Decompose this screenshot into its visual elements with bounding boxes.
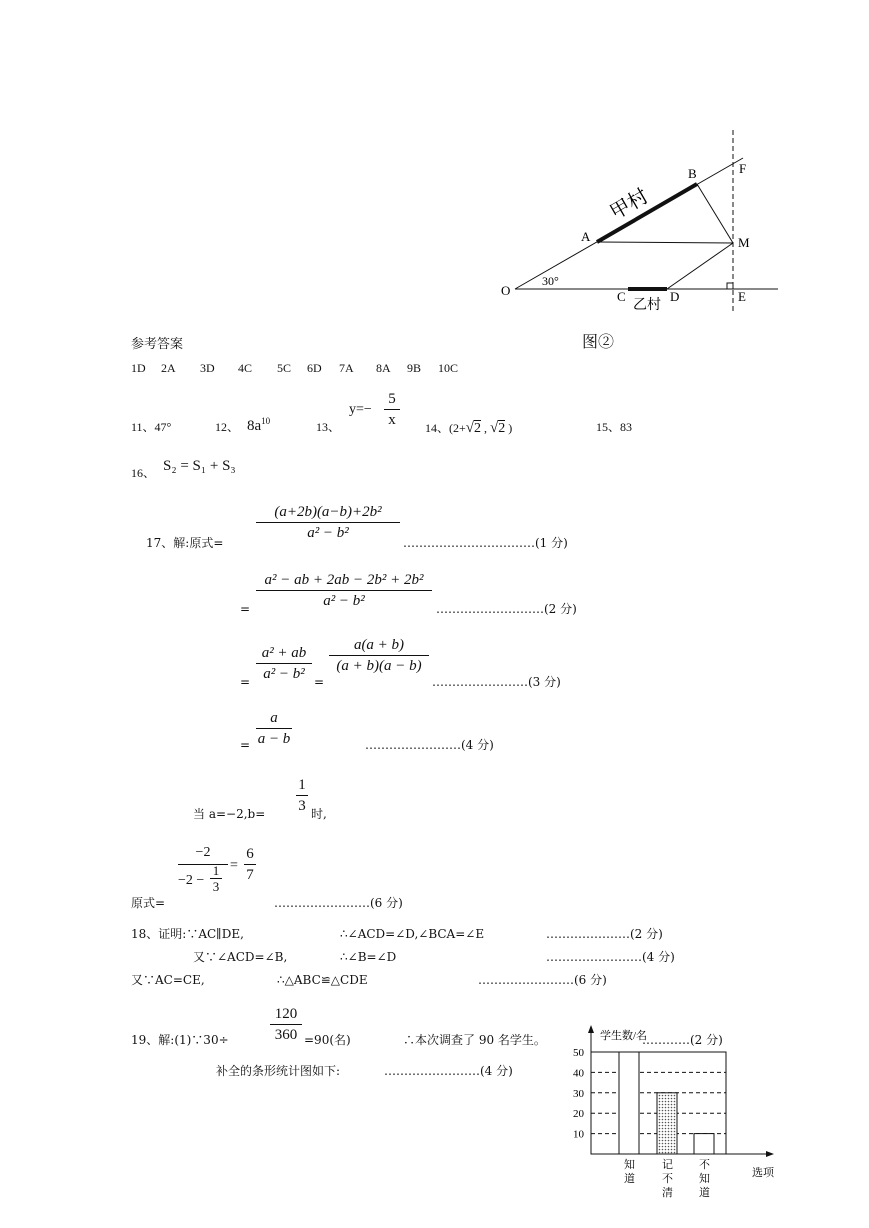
y-tick-label: 50 bbox=[573, 1047, 584, 1059]
label-D: D bbox=[670, 289, 680, 304]
y-tick-label: 40 bbox=[573, 1067, 584, 1080]
x-category-label: 不知道 bbox=[699, 1159, 710, 1199]
answer-12-label: 12、 bbox=[215, 420, 240, 434]
q17-label: 17、解:原式= bbox=[146, 536, 224, 550]
q17-step3a: a² + ab a² − b² bbox=[256, 644, 312, 683]
q17-final-label: 原式= bbox=[131, 896, 166, 910]
choice-answer: 10C bbox=[438, 361, 459, 375]
x-axis-arrow bbox=[766, 1151, 774, 1157]
q18-line3-score: ……………………(6 分) bbox=[478, 973, 607, 987]
figure-2 bbox=[495, 125, 795, 325]
answer-12-value: $8a^{10}$ bbox=[247, 416, 271, 434]
q18-line2-a: 又∵∠ACD=∠B, bbox=[193, 950, 288, 964]
q18-line1-score: …………………(2 分) bbox=[546, 927, 663, 941]
q17-step1: (a+2b)(a−b)+2b² a² − b² bbox=[256, 503, 400, 542]
right-angle-mark bbox=[727, 283, 733, 289]
page-title: 参考答案 bbox=[131, 337, 184, 352]
angle-label: 30° bbox=[542, 274, 559, 288]
answer-14: 14、(2+√2 , √2 ) bbox=[425, 420, 513, 436]
q17-eq3b: = bbox=[314, 675, 325, 689]
answer-16-equation: S₂ = S₁ + S₃ bbox=[163, 458, 236, 474]
q19-line2: 补全的条形统计图如下: bbox=[216, 1064, 341, 1078]
q17-when-fraction: 1 3 bbox=[296, 776, 308, 815]
y-tick-label: 20 bbox=[573, 1108, 584, 1121]
choice-answer: 6D bbox=[307, 361, 322, 375]
choice-answer: 5C bbox=[277, 361, 292, 375]
q18-line2-score: ……………………(4 分) bbox=[546, 950, 675, 964]
line-BM bbox=[697, 184, 733, 243]
q17-eq2: = bbox=[240, 602, 251, 616]
label-B: B bbox=[688, 166, 697, 181]
answer-11: 11、47° bbox=[131, 420, 172, 434]
label-M: M bbox=[738, 235, 750, 250]
q18-line1-b: ∴∠ACD=∠D,∠BCA=∠E bbox=[340, 927, 485, 941]
q19-fraction: 120 360 bbox=[270, 1005, 302, 1044]
line-DM bbox=[667, 243, 733, 289]
choice-answer: 1D bbox=[131, 361, 146, 375]
q17-final-rhs: 6 7 bbox=[244, 845, 256, 884]
y-tick-label: 10 bbox=[573, 1128, 584, 1141]
q17-final-score: ……………………(6 分) bbox=[274, 896, 403, 910]
choice-answer: 3D bbox=[200, 361, 215, 375]
choice-answer: 8A bbox=[376, 361, 391, 375]
y-tick-label: 30 bbox=[573, 1087, 584, 1100]
q17-final-eq: = bbox=[230, 858, 238, 873]
bar bbox=[657, 1093, 677, 1154]
q17-final-fraction: −2 −2 − 1 3 bbox=[178, 844, 228, 897]
q19-line1-score: …………(2 分) bbox=[642, 1033, 723, 1047]
choice-answer: 4C bbox=[238, 361, 253, 375]
bar-chart bbox=[562, 1022, 792, 1212]
label-C: C bbox=[617, 289, 626, 304]
bar bbox=[619, 1052, 639, 1154]
q17-step1-score: ……………………………(1 分) bbox=[403, 536, 568, 550]
x-axis-label: 选项 bbox=[752, 1167, 774, 1179]
answer-13-fraction: 5 x bbox=[384, 390, 400, 429]
q17-step3-score: ……………………(3 分) bbox=[432, 675, 561, 689]
label-O: O bbox=[501, 283, 511, 298]
answer-13-label: 13、 bbox=[316, 420, 341, 434]
q18-line3-b: ∴△ABC≌△CDE bbox=[277, 973, 368, 987]
x-category-label: 记不清 bbox=[662, 1159, 673, 1199]
q19-line2-score: ……………………(4 分) bbox=[384, 1064, 513, 1078]
q19-line1-a: 19、解:(1)∵30÷ bbox=[131, 1033, 229, 1047]
q18-line3-a: 又∵AC=CE, bbox=[131, 973, 205, 987]
line-AM bbox=[597, 242, 733, 243]
q17-step2-score: ………………………(2 分) bbox=[436, 602, 577, 616]
q17-step4: a a − b bbox=[257, 710, 291, 747]
q17-step3b: a(a + b) (a + b)(a − b) bbox=[329, 636, 429, 675]
label-yi-village: 乙村 bbox=[633, 298, 661, 313]
bar bbox=[694, 1134, 714, 1154]
label-F: F bbox=[739, 161, 747, 176]
q18-line2-b: ∴∠B=∠D bbox=[340, 950, 397, 964]
label-E: E bbox=[738, 289, 746, 304]
x-category-label: 知道 bbox=[624, 1159, 635, 1185]
q17-step2: a² − ab + 2ab − 2b² + 2b² a² − b² bbox=[256, 571, 432, 610]
q17-when-text: 当 a=−2,b= bbox=[193, 807, 266, 821]
q19-line1-b: =90(名) bbox=[304, 1033, 351, 1047]
q19-line1-c: ∴本次调查了 90 名学生。 bbox=[403, 1033, 546, 1047]
q18-line1-a: 18、证明:∵AC∥DE, bbox=[131, 927, 244, 941]
label-jia-village: 甲村 bbox=[606, 185, 653, 225]
figure-caption: 图② bbox=[582, 332, 615, 351]
choice-answer: 7A bbox=[339, 361, 354, 375]
choice-answer: 9B bbox=[407, 361, 422, 375]
answer-15: 15、83 bbox=[596, 420, 633, 434]
label-A: A bbox=[581, 229, 591, 244]
y-axis-label: 学生数/名 bbox=[600, 1030, 648, 1042]
q17-eq4: = bbox=[240, 738, 251, 752]
y-axis-arrow bbox=[588, 1025, 594, 1033]
q17-when-tail: 时, bbox=[311, 807, 327, 821]
answer-13-lhs: y=− bbox=[349, 402, 372, 417]
choice-answer: 2A bbox=[161, 361, 176, 375]
answer-16-label: 16、 bbox=[131, 466, 156, 480]
q17-eq3a: = bbox=[240, 675, 251, 689]
q17-step4-score: ……………………(4 分) bbox=[365, 738, 494, 752]
